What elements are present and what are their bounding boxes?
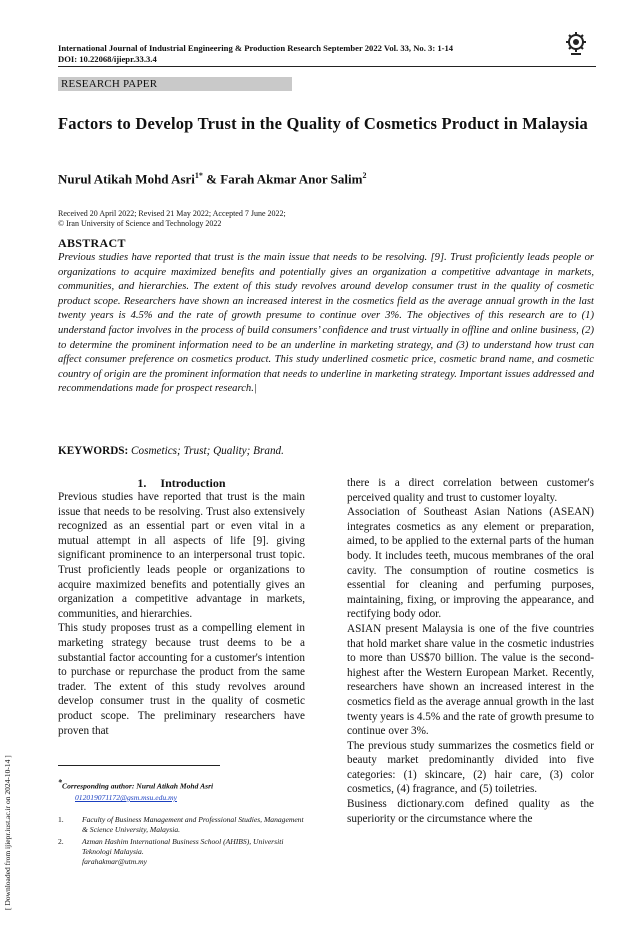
keywords-values: Cosmetics; Trust; Quality; Brand. xyxy=(131,445,284,457)
footnote-text: Faculty of Business Management and Professional Studies, Management & Science University, Malaysia. xyxy=(82,815,304,834)
section-title: Introduction xyxy=(160,476,226,490)
paragraph: Previous studies have reported that trust is the main issue that needs to be resolving. Trust also extensively recognized as an essential part or even vital in a mutual attempt in all aspects of life [9]. giving significant prominence to an interpersonal trust topic. Trust proficiently leads people or organizations to acquire maximized benefits and potentially gives an organization a competitive advantage in markets, communities, and hierarchies. xyxy=(58,491,305,620)
journal-line: International Journal of Industrial Engineering & Production Research September 2022 Vol. 33, No. 3: 1-14 xyxy=(58,43,454,53)
paper-title: Factors to Develop Trust in the Quality of Cosmetics Product in Malaysia xyxy=(58,114,588,133)
paragraph: there is a direct correlation between customer's perceived quality and trust to customer loyalty. xyxy=(347,477,594,504)
author-affiliation-mark: 1* xyxy=(194,171,203,180)
submission-dates xyxy=(58,209,286,229)
author-name: Farah Akmar Anor Salim xyxy=(220,171,363,187)
footnote-email: farahakmar@utm.my xyxy=(82,857,147,866)
doi-line: DOI: 10.22068/ijiepr.33.3.4 xyxy=(58,54,157,64)
journal-header xyxy=(58,43,453,65)
footnote-text: Azman Hashim International Business School (AHIBS), Universiti Teknologi Malaysia. xyxy=(82,837,284,856)
paragraph: The previous study summarizes the cosmetics field or beauty market predominantly divided into five categories: (1) skincare, (2) hair care, (3) color cosmetics, (4) fragrance, and (5) toiletries. xyxy=(347,739,594,796)
paragraph: This study proposes trust as a compelling element in marketing strategy because trust deems to be a substantial factor accounting for a customer's intention to purchase or repurchase the product from the same trader. The extent of this study revolves around develop consumer trust in the quality of cosmetic product scope. The preliminary researchers have proven that xyxy=(58,622,305,737)
section-heading xyxy=(58,476,305,490)
paper-type-badge: RESEARCH PAPER xyxy=(58,77,292,91)
paragraph: Business dictionary.com defined quality as the superiority or the circumstance where the xyxy=(347,798,594,825)
corresponding-label: Corresponding author: Nurul Atikah Mohd Asri xyxy=(62,781,214,791)
footnote-number: 1. xyxy=(58,815,64,824)
corresponding-mark: * xyxy=(58,778,62,787)
download-watermark: [ Downloaded from ijiepr.iust.ac.ir on 2024-10-14 ] xyxy=(3,755,12,910)
keywords xyxy=(58,445,284,457)
paragraph: Association of Southeast Asian Nations (ASEAN) integrates cosmetics as any element or preparation, aimed, to be applied to the external parts of the human body. It includes teeth, mucous membranes of the oral cavity. The consumption of routine cosmetics is essential for cleaning and perfuming purposes, maintaining, fixing, or improving the appearance, and rectifying body odor. xyxy=(347,506,594,621)
author-name: Nurul Atikah Mohd Asri xyxy=(58,171,195,187)
body-column-left xyxy=(58,476,305,738)
keywords-label: KEYWORDS: xyxy=(58,445,129,457)
corresponding-email-link[interactable]: 012019071172@gsm.msu.edu.my xyxy=(75,793,177,802)
header-divider xyxy=(58,66,596,67)
paragraph: ASIAN present Malaysia is one of the five countries that hold market share value in the cosmetic industries to more than US$70 billion. The value is the second-highest after the Western European Market. Recently, researchers have shown an increased interest in the cosmetics field as the average annual growth in the last twenty years is 4.5% and the rate of growth presume to continue over 3%. xyxy=(347,622,594,738)
corresponding-author xyxy=(58,777,213,792)
received-line: Received 20 April 2022; Revised 21 May 2022; Accepted 7 June 2022; xyxy=(58,209,286,218)
abstract-heading: ABSTRACT xyxy=(58,236,126,250)
abstract-text: Previous studies have reported that trust is the main issue that needs to be resolving. [9]. Trust proficiently leads people or organizations to acquire maximized benefits and potentially gives an organization a competitive advantage in markets, communities, and hierarchies. The extent of this study revolves around develop consumer trust in the quality of cosmetic product scope. Researchers have shown an increased interest in the cosmetics field as the average annual growth in the last twenty years is 4.5% and the rate of growth presume to continue over 3%. The objectives of this research are to (1) understand factor involves in the process of build consumers’ confidence and trust virtually in offline and online business, (2) to determine the prominent information need to be an underline in marketing strategy, and (3) to understand how trust can affect consumer preference on cosmetics product. This study underlined cosmetic price, cosmetic brand name, and cosmetic country of origin are the prominent information that needs to underline in marketing strategy. Important issues addressed and recommendations made for prospect research.| xyxy=(58,252,594,395)
author-list xyxy=(58,171,366,187)
footnote-affiliation-1 xyxy=(58,815,307,835)
copyright-line: © Iran University of Science and Technology 2022 xyxy=(58,219,222,228)
journal-logo-icon xyxy=(563,30,589,56)
footnote-affiliation-2 xyxy=(58,837,307,867)
section-number: 1. xyxy=(137,476,147,490)
footnote-number: 2. xyxy=(58,837,64,846)
author-affiliation-mark: 2 xyxy=(362,171,367,180)
author-separator: & xyxy=(202,171,221,187)
body-column-right xyxy=(347,476,594,826)
footnote-divider xyxy=(58,765,220,766)
